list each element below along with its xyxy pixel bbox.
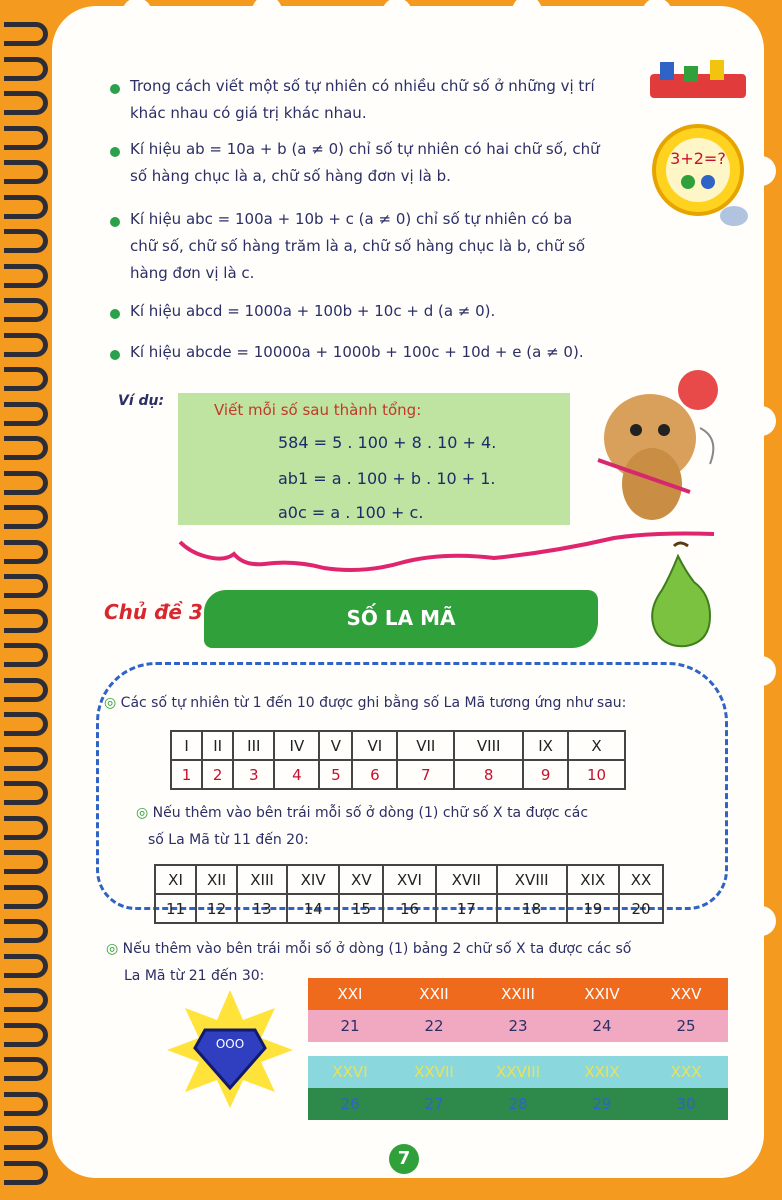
- table-cell: IV: [274, 731, 319, 760]
- spiral-ring: [4, 126, 48, 150]
- table-cell: VIII: [454, 731, 523, 760]
- spiral-ring: [4, 1057, 48, 1081]
- spiral-ring: [4, 1023, 48, 1047]
- spiral-ring: [4, 402, 48, 426]
- bullet-4-text: Kí hiệu abcd = 1000a + 100b + 10c + d (a ≠ 0).: [130, 302, 496, 320]
- table-cell: XXVII: [414, 1063, 454, 1081]
- spiral-ring: [4, 712, 48, 736]
- spiral-ring: [4, 91, 48, 115]
- intro3-text: ◎ Nếu thêm vào bên trái mỗi số ở dòng (1) bảng 2 chữ số X ta được các số La Mã từ 21 đến 30:: [106, 941, 632, 984]
- table-cell: XV: [339, 865, 383, 894]
- table-cell: XXI: [337, 985, 363, 1003]
- table-cell: XVIII: [497, 865, 567, 894]
- badge-text: 3+2=?: [670, 149, 726, 168]
- table-cell: VII: [397, 731, 454, 760]
- table-cell: 3: [233, 760, 274, 789]
- table-cell: 24: [592, 1017, 612, 1035]
- table-cell: XXIII: [501, 985, 535, 1003]
- table-cell: 2: [202, 760, 233, 789]
- spiral-ring: [4, 574, 48, 598]
- bullet-dot: [110, 217, 120, 227]
- intro2-text: ◎ Nếu thêm vào bên trái mỗi số ở dòng (1) chữ số X ta được các số La Mã từ 11 đến 20:: [136, 805, 589, 848]
- roman-table-2: [154, 864, 664, 924]
- table-cell: XXVIII: [495, 1063, 541, 1081]
- example-line: 584 = 5 . 100 + 8 . 10 + 4.: [278, 433, 497, 452]
- table-cell: 14: [287, 894, 339, 923]
- table-cell: 25: [676, 1017, 696, 1035]
- table-cell: 23: [508, 1017, 528, 1035]
- table-cell: II: [202, 731, 233, 760]
- spiral-ring: [4, 954, 48, 978]
- spiral-ring: [4, 643, 48, 667]
- spiral-ring: [4, 333, 48, 357]
- table-cell: III: [233, 731, 274, 760]
- spiral-ring: [4, 436, 48, 460]
- mascot-face-text: OOO: [215, 1037, 245, 1051]
- bullet-5-text: Kí hiệu abcde = 10000a + 1000b + 100c + 10d + e (a ≠ 0).: [130, 343, 584, 361]
- table-cell: XVI: [383, 865, 435, 894]
- table-cell: 8: [454, 760, 523, 789]
- spiral-ring: [4, 298, 48, 322]
- example-box: [178, 393, 570, 525]
- topic-label: Chủ đề 3: [104, 600, 203, 624]
- table-cell: 9: [523, 760, 568, 789]
- spiral-ring: [4, 22, 48, 46]
- spiral-ring: [4, 540, 48, 564]
- spiral-ring: [4, 229, 48, 253]
- table-cell: XII: [196, 865, 237, 894]
- table-cell: XIV: [287, 865, 339, 894]
- table-cell: XVII: [436, 865, 497, 894]
- table-cell: XXV: [670, 985, 702, 1003]
- spiral-ring: [4, 988, 48, 1012]
- example-title: Viết mỗi số sau thành tổng:: [214, 401, 422, 419]
- page-number: 7: [389, 1144, 419, 1174]
- table-cell: XXIX: [584, 1063, 620, 1081]
- spiral-ring: [4, 919, 48, 943]
- table-cell: 20: [619, 894, 663, 923]
- table-cell: IX: [523, 731, 568, 760]
- table-cell: 6: [352, 760, 397, 789]
- table-cell: 15: [339, 894, 383, 923]
- roman-table-1: [170, 730, 626, 790]
- bullet-3-text: Kí hiệu abc = 100a + 10b + c (a ≠ 0) chỉ số tự nhiên có ba chữ số, chữ số hàng trăm là a, chữ số hàng chục là b, chữ số hàng đơn vị là c.: [130, 210, 586, 282]
- table-cell: 29: [592, 1095, 612, 1113]
- table-cell: 21: [340, 1017, 360, 1035]
- table-cell: 26: [340, 1095, 360, 1113]
- table-cell: 22: [424, 1017, 444, 1035]
- table-cell: 5: [319, 760, 352, 789]
- spiral-ring: [4, 160, 48, 184]
- example-line: ab1 = a . 100 + b . 10 + 1.: [278, 469, 496, 488]
- spiral-ring: [4, 1161, 48, 1185]
- spiral-ring: [4, 1126, 48, 1150]
- cupid-illustration: [580, 368, 730, 528]
- example-line: a0c = a . 100 + c.: [278, 503, 424, 522]
- table-cell: XXVI: [332, 1063, 368, 1081]
- math-badge-illustration: [640, 58, 756, 234]
- table-cell: 18: [497, 894, 567, 923]
- table-cell: 16: [383, 894, 435, 923]
- table-cell: 28: [508, 1095, 528, 1113]
- table-cell: 12: [196, 894, 237, 923]
- spiral-ring: [4, 505, 48, 529]
- table-cell: XXII: [419, 985, 449, 1003]
- intro1-text: ◎ Các số tự nhiên từ 1 đến 10 được ghi bằng số La Mã tương ứng như sau:: [104, 695, 627, 711]
- table-cell: XIX: [567, 865, 620, 894]
- bullet-dot: [110, 84, 120, 94]
- table-cell: 11: [155, 894, 196, 923]
- table-cell: V: [319, 731, 352, 760]
- table-cell: 10: [568, 760, 625, 789]
- topic-banner: [204, 590, 598, 648]
- table-cell: XI: [155, 865, 196, 894]
- table-cell: X: [568, 731, 625, 760]
- spiral-ring: [4, 609, 48, 633]
- spiral-ring: [4, 57, 48, 81]
- table-cell: 1: [171, 760, 202, 789]
- table-cell: XXIV: [584, 985, 620, 1003]
- topic-title: SỐ LA MÃ: [346, 606, 456, 630]
- table-cell: 27: [424, 1095, 444, 1113]
- table-cell: 17: [436, 894, 497, 923]
- spiral-ring: [4, 850, 48, 874]
- bullet-dot: [110, 309, 120, 319]
- table-cell: 19: [567, 894, 620, 923]
- table-cell: XX: [619, 865, 663, 894]
- bullet-dot: [110, 147, 120, 157]
- spiral-ring: [4, 747, 48, 771]
- table-cell: VI: [352, 731, 397, 760]
- table-cell: XIII: [237, 865, 287, 894]
- bullet-1-text: Trong cách viết một số tự nhiên có nhiều chữ số ở những vị trí khác nhau có giá trị khác nhau.: [130, 77, 595, 122]
- spiral-ring: [4, 367, 48, 391]
- example-label: Ví dụ:: [118, 393, 165, 409]
- table-cell: I: [171, 731, 202, 760]
- spiral-ring: [4, 1092, 48, 1116]
- spiral-ring: [4, 781, 48, 805]
- spiral-ring: [4, 195, 48, 219]
- table-cell: XXX: [670, 1063, 702, 1081]
- spiral-ring: [4, 816, 48, 840]
- spiral-binding: [0, 0, 60, 1200]
- bullet-2-text: Kí hiệu ab = 10a + b (a ≠ 0) chỉ số tự nhiên có hai chữ số, chữ số hàng chục là a, chữ số hàng đơn vị là b.: [130, 140, 600, 185]
- table-cell: 7: [397, 760, 454, 789]
- table-cell: 4: [274, 760, 319, 789]
- spiral-ring: [4, 471, 48, 495]
- roman-table-3: [308, 978, 728, 1120]
- spiral-ring: [4, 885, 48, 909]
- bullet-dot: [110, 350, 120, 360]
- spiral-ring: [4, 264, 48, 288]
- table-cell: 30: [676, 1095, 696, 1113]
- table-cell: 13: [237, 894, 287, 923]
- pear-illustration: [638, 540, 718, 650]
- diamond-mascot-illustration: [165, 990, 295, 1110]
- spiral-ring: [4, 678, 48, 702]
